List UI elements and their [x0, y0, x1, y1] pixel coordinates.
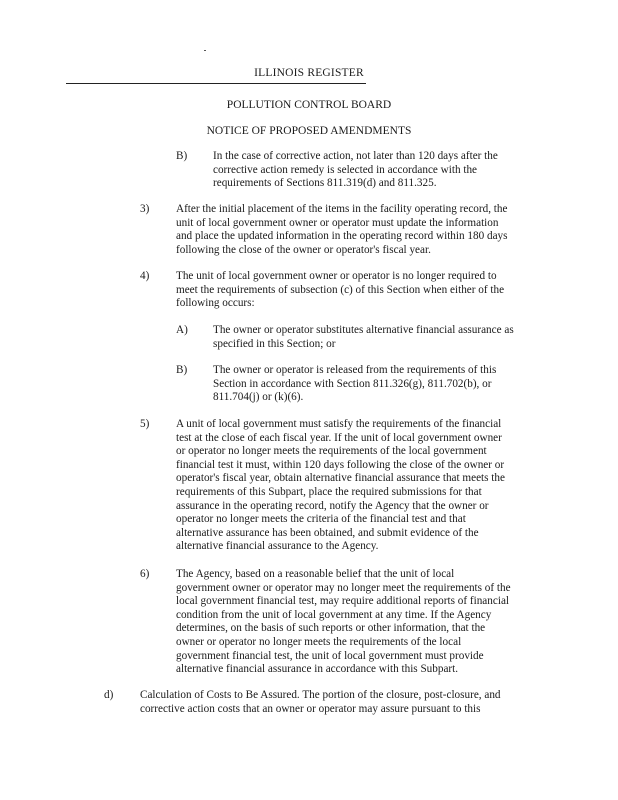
- text-line: determines, on the basis of such reports or other information, that the: [176, 622, 486, 635]
- item-label: B): [176, 150, 188, 162]
- text-line: The owner or operator is released from the requirements of this: [213, 364, 497, 376]
- item-text: [213, 364, 496, 405]
- text-line: government owner or operator may no longer meet the requirements of the: [176, 581, 511, 594]
- text-line: 811.704(j) or (k)(6).: [213, 391, 304, 404]
- text-line: following occurs:: [176, 297, 255, 310]
- text-line: Calculation of Costs to Be Assured. The portion of the closure, post-closure, and: [140, 689, 501, 701]
- item-text: [213, 150, 498, 191]
- text-line: alternative assurance has been obtained, and submit evidence of the: [176, 526, 479, 539]
- item-label: 4): [140, 270, 150, 282]
- item-text: [140, 689, 501, 716]
- text-line: corrective action remedy is selected in accordance with the: [213, 163, 478, 176]
- text-line: alternative financial assurance in accordance with this Subpart.: [176, 663, 459, 676]
- text-line: operator's fiscal year, obtain alternative financial assurance that meets the: [176, 472, 505, 485]
- text-line: or operator no longer meets the requirements of the local government: [176, 445, 487, 458]
- item-text: [213, 324, 514, 351]
- register-title: ILLINOIS REGISTER: [254, 67, 364, 79]
- text-line: following the close of the owner or operator's fiscal year.: [176, 243, 431, 256]
- scan-speck: [204, 50, 206, 51]
- item-label: d): [104, 689, 114, 701]
- text-line: operator no longer meets the criteria of the financial test and that: [176, 513, 466, 526]
- item-label: 3): [140, 203, 150, 215]
- text-line: alternative financial assurance to the Agency.: [176, 540, 379, 553]
- item-label: A): [176, 324, 188, 336]
- text-line: requirements of this Subpart, place the required submissions for that: [176, 485, 482, 498]
- item-text: [176, 203, 507, 257]
- text-line: government financial test, the unit of local government must provide: [176, 649, 484, 662]
- text-line: owner or operator no longer meets the requirements of the local: [176, 635, 462, 648]
- text-line: specified in this Section; or: [213, 337, 336, 350]
- text-line: condition from the unit of local government at any time. If the Agency: [176, 608, 492, 621]
- text-line: In the case of corrective action, not later than 120 days after the: [213, 150, 498, 162]
- text-line: The unit of local government owner or operator is no longer required to: [176, 270, 497, 282]
- text-line: The Agency, based on a reasonable belief that the unit of local: [176, 568, 455, 580]
- text-line: requirements of Sections 811.319(d) and 811.325.: [213, 177, 437, 190]
- text-line: corrective action costs that an owner or operator may assure pursuant to this: [140, 702, 481, 715]
- text-line: unit of local government owner or operator must update the information: [176, 216, 499, 229]
- item-text: [176, 270, 504, 311]
- text-line: local government financial test, may require additional reports of financial: [176, 595, 510, 608]
- item-text: [176, 568, 511, 677]
- item-label: 6): [140, 568, 150, 580]
- notice-heading: NOTICE OF PROPOSED AMENDMENTS: [206, 125, 412, 137]
- text-line: After the initial placement of the items in the facility operating record, the: [176, 203, 508, 215]
- item-text: [176, 418, 505, 554]
- text-line: A unit of local government must satisfy the requirements of the financial: [176, 418, 502, 430]
- item-label: 5): [140, 418, 150, 430]
- text-line: test at the close of each fiscal year. If the unit of local government owner: [176, 431, 502, 444]
- header-rule: [66, 83, 366, 84]
- text-line: and place the updated information in the operating record within 180 days: [176, 230, 508, 243]
- text-line: The owner or operator substitutes alternative financial assurance as: [213, 324, 514, 336]
- text-line: meet the requirements of subsection (c) of this Section when either of the: [176, 283, 505, 296]
- board-heading: POLLUTION CONTROL BOARD: [226, 99, 392, 111]
- text-line: assurance in the operating record, notify the Agency that the owner or: [176, 499, 489, 512]
- item-label: B): [176, 364, 188, 376]
- text-line: Section in accordance with Section 811.326(g), 811.702(b), or: [213, 377, 492, 390]
- text-line: financial test it must, within 120 days following the close of the owner or: [176, 458, 505, 471]
